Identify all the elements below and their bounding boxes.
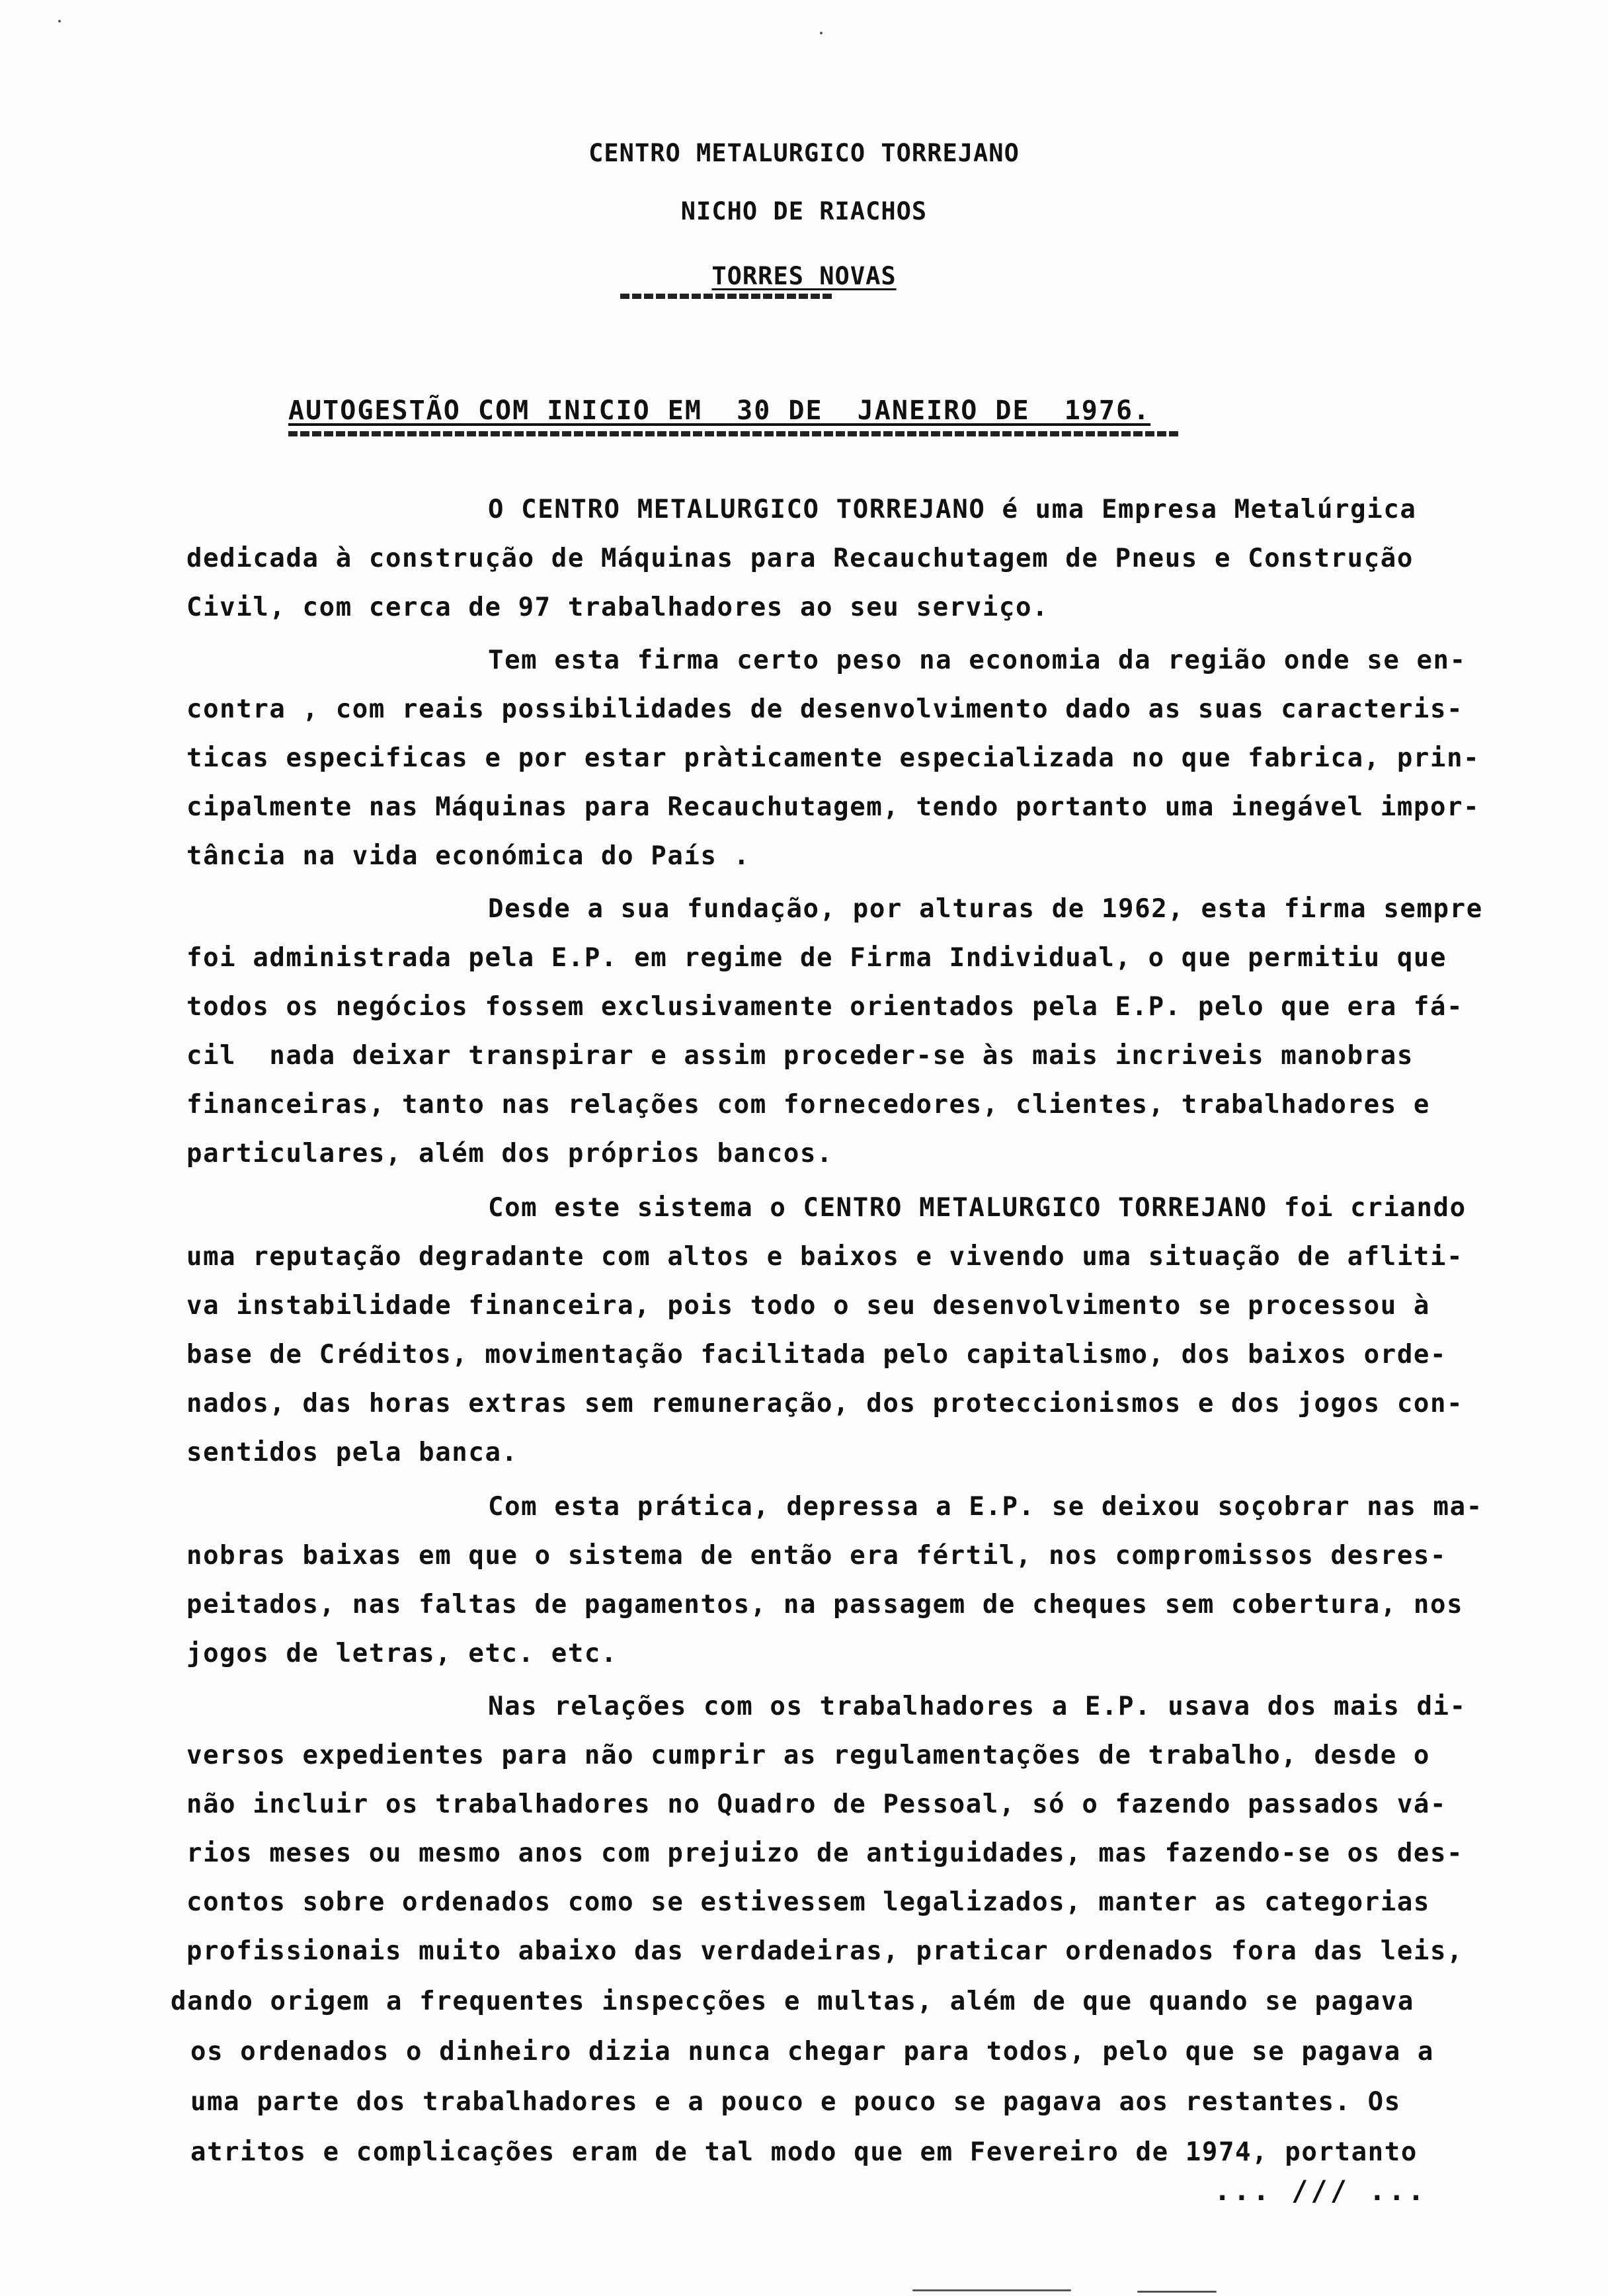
text-line: versos expedientes para não cumprir as regulamentações de trabalho, desde o xyxy=(186,1741,1430,1770)
text-line: Nas relações com os trabalhadores a E.P. usava dos mais di- xyxy=(488,1692,1467,1721)
text-line: O CENTRO METALURGICO TORREJANO é uma Empresa Metalúrgica xyxy=(488,495,1417,524)
text-line: Civil, com cerca de 97 trabalhadores ao seu serviço. xyxy=(186,593,1049,622)
text-line: rios meses ou mesmo anos com prejuizo de antiguidades, mas fazendo-se os des- xyxy=(186,1838,1464,1868)
text-line: nados, das horas extras sem remuneração, dos proteccionismos e dos jogos con- xyxy=(186,1389,1464,1418)
text-line: jogos de letras, etc. etc. xyxy=(186,1639,618,1668)
text-line: profissionais muito abaixo das verdadeiras, praticar ordenados fora das leis, xyxy=(186,1936,1464,1966)
text-line: va instabilidade financeira, pois todo o seu desenvolvimento se processou à xyxy=(186,1291,1430,1321)
text-line: financeiras, tanto nas relações com fornecedores, clientes, trabalhadores e xyxy=(186,1090,1430,1120)
document-title: AUTOGESTÃO COM INICIO EM 30 DE JANEIRO DE 1976. xyxy=(288,395,1151,426)
text-line: todos os negócios fossem exclusivamente orientados pela E.P. pelo que era fá- xyxy=(186,992,1464,1022)
text-line: uma parte dos trabalhadores e a pouco e pouco se pagava aos restantes. Os xyxy=(190,2087,1401,2117)
text-line: os ordenados o dinheiro dizia nunca chegar para todos, pelo que se pagava a xyxy=(190,2037,1434,2067)
text-line: cipalmente nas Máquinas para Recauchutagem, tendo portanto uma inegável impor- xyxy=(186,792,1480,822)
text-line: tância na vida económica do País . xyxy=(186,841,750,871)
text-line: ticas especificas e por estar pràticamente especializada no que fabrica, prin- xyxy=(186,743,1480,773)
text-line: Tem esta firma certo peso na economia da região onde se en- xyxy=(488,645,1467,675)
text-line: sentidos pela banca. xyxy=(186,1438,518,1467)
text-line: cil nada deixar transpirar e assim proceder-se às mais incriveis manobras xyxy=(186,1041,1414,1071)
text-line: nobras baixas em que o sistema de então era fértil, nos compromissos desres- xyxy=(186,1541,1447,1571)
scan-speck xyxy=(58,20,61,22)
text-line: contra , com reais possibilidades de desenvolvimento dado as suas caracteris- xyxy=(186,694,1464,724)
text-line: foi administrada pela E.P. em regime de Firma Individual, o que permitiu que xyxy=(186,943,1447,973)
company-town: TORRES NOVAS xyxy=(711,262,897,290)
company-locality: NICHO DE RIACHOS xyxy=(680,197,928,226)
text-line: dando origem a frequentes inspecções e multas, além de que quando se pagava xyxy=(171,1987,1414,2016)
scan-speck xyxy=(912,2289,1071,2291)
text-line: atritos e complicações eram de tal modo que em Fevereiro de 1974, portanto xyxy=(190,2137,1418,2167)
text-line: Desde a sua fundação, por alturas de 1962, esta firma sempre xyxy=(488,894,1483,924)
scan-speck xyxy=(820,32,823,34)
text-line: Com esta prática, depressa a E.P. se deixou soçobrar nas ma- xyxy=(488,1492,1483,1522)
text-line: Com este sistema o CENTRO METALURGICO TORREJANO foi criando xyxy=(488,1193,1467,1223)
text-line: não incluir os trabalhadores no Quadro de Pessoal, só o fazendo passados vá- xyxy=(186,1789,1447,1819)
header-double-rule xyxy=(620,294,833,299)
text-line: base de Créditos, movimentação facilitada pelo capitalismo, dos baixos orde- xyxy=(186,1340,1447,1370)
company-name: CENTRO METALURGICO TORREJANO xyxy=(588,139,1020,167)
text-line: contos sobre ordenados como se estivessem legalizados, manter as categorias xyxy=(186,1887,1430,1917)
text-line: dedicada à construção de Máquinas para Recauchutagem de Pneus e Construção xyxy=(186,544,1414,573)
continuation-mark: ... /// ... xyxy=(1214,2174,1427,2207)
text-line: particulares, além dos próprios bancos. xyxy=(186,1139,834,1168)
text-line: uma reputação degradante com altos e baixos e vivendo uma situação de afliti- xyxy=(186,1242,1464,1272)
text-line: peitados, nas faltas de pagamentos, na passagem de cheques sem cobertura, nos xyxy=(186,1590,1464,1620)
scan-speck xyxy=(1137,2291,1217,2293)
title-double-rule xyxy=(288,431,1178,436)
